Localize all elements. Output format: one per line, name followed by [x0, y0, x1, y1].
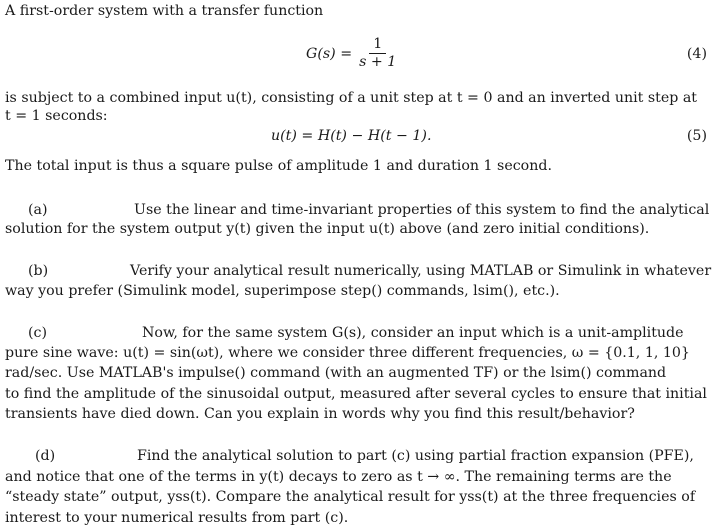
equation-4-lhs: G(s) = [306, 45, 353, 62]
equation-4-fraction [355, 36, 400, 71]
part-d-label: (d) [35, 448, 56, 464]
part-c-label: (c) [28, 325, 48, 341]
equation-4-numerator: 1 [369, 36, 386, 54]
equation-5: u(t) = H(t) − H(t − 1). [271, 128, 432, 144]
problem-document: A first-order system with a transfer function G(s) = $\frac{1}{s + 1}$ (4) is subject to a combined input u(t), consisting of a unit step at t = 0 and an inverted unit step at t = 1 seconds: u(t) = H(t) − H(t − 1). (5) The total input is thus a square pulse of amplitude 1 and duration 1 second. (a) Use the linear and time-invariant properties of this system to find the analytical solution for the system output y(t) given the input u(t) above (and zero initial conditions). (b) Verify your analytical result numerically, using MATLAB or Simulink in whatever way you prefer (Simulink model, superimpose step() commands, lsim(), etc.). (c) Now, for the same system G(s), consider an input which is a unit-amplitude pure sine wave: u(t) = sin(ωt), where we consider three different frequencies, ω = {0.1, 1, 10} rad/sec. Use MATLAB's impulse() command (with an augmented TF) or the lsim() command to find the amplitude of the sinusoidal output, measured after several cycles to ensure that initial transients have died down. Can you explain in words why you find this result/behavior? (d) Find the analytical solution to part (c) using partial fraction expansion (PFE), and notice that one of the terms in y(t) decays to zero as t → ∞. The remaining terms are the “steady state” output, yss(t). Compare the analytical result for yss(t) at the three frequencies of interest to your numerical results from part (c). [5, 3, 712, 526]
part-c-line-2: pure sine wave: u(t) = sin(ωt), where we consider three different frequencies, ω = {0.1, 1, 10} [5, 345, 690, 361]
part-d-line-3: “steady state” output, yss(t). Compare the analytical result for yss(t) at the three frequencies of [5, 489, 696, 505]
intro-line-2: is subject to a combined input u(t), consisting of a unit step at t = 0 and an inverted unit step at [5, 90, 697, 106]
part-b-line-2: way you prefer (Simulink model, superimpose step() commands, lsim(), etc.). [5, 283, 560, 299]
equation-4 [306, 36, 403, 71]
equation-4-number: (4) [686, 46, 707, 62]
part-d-line-4: interest to your numerical results from part (c). [5, 510, 349, 526]
part-c-line-4: to find the amplitude of the sinusoidal output, measured after several cycles to ensure that initial [5, 386, 707, 402]
part-a-label: (a) [28, 202, 48, 218]
part-d-line-2: and notice that one of the terms in y(t) decays to zero as t → ∞. The remaining terms are the [5, 469, 672, 485]
intro-line-3: t = 1 seconds: [5, 108, 108, 124]
equation-4-denominator: s + 1 [359, 54, 397, 70]
part-c-line-5: transients have died down. Can you explain in words why you find this result/behavior? [5, 406, 635, 422]
intro-line-4: The total input is thus a square pulse of amplitude 1 and duration 1 second. [5, 158, 552, 174]
equation-5-number: (5) [686, 128, 707, 144]
intro-line-1: A first-order system with a transfer function [5, 3, 324, 19]
part-c-line-3: rad/sec. Use MATLAB's impulse() command (with an augmented TF) or the lsim() command [5, 365, 667, 381]
part-a-line-2: solution for the system output y(t) given the input u(t) above (and zero initial conditions). [5, 221, 650, 237]
part-b-label: (b) [28, 263, 49, 279]
